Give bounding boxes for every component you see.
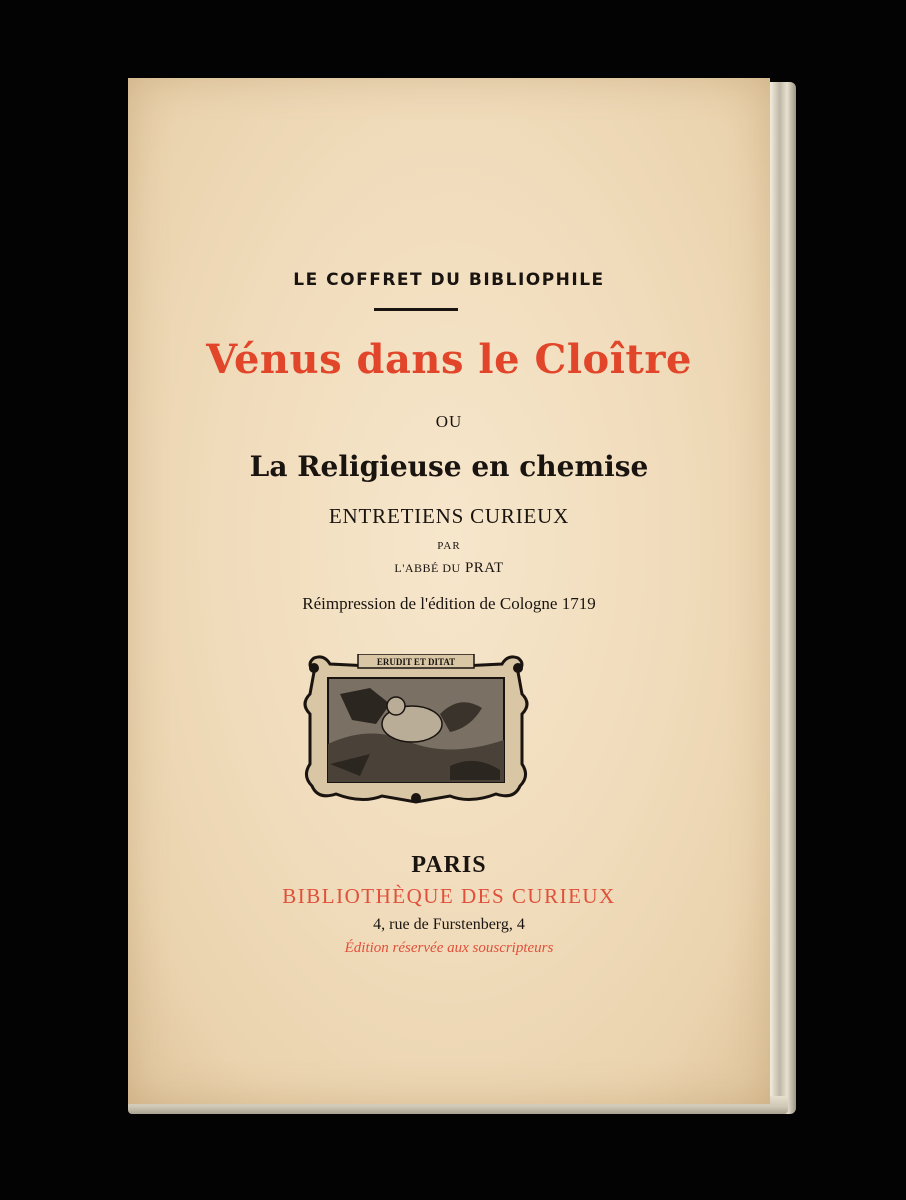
series-title: LE COFFRET DU BIBLIOPHILE (293, 270, 605, 290)
engraved-vignette (300, 654, 532, 806)
edition-note: Édition réservée aux souscripteurs (344, 940, 554, 956)
title-conjunction: OU (435, 412, 463, 431)
book-subtitle: La Religieuse en chemise (249, 450, 649, 483)
publication-city: PARIS (411, 852, 487, 878)
vignette-motto: ERUDIT ET DITAT (376, 657, 456, 667)
publisher-address: 4, rue de Furstenberg, 4 (373, 916, 525, 933)
author-prefix: L'ABBÉ DU (394, 561, 461, 575)
by-label: PAR (437, 540, 461, 552)
publisher-name: BIBLIOTHÈQUE DES CURIEUX (282, 884, 616, 908)
book-description: ENTRETIENS CURIEUX (328, 504, 570, 528)
book-title: Vénus dans le Cloître (206, 336, 692, 383)
author-name: PRAT (464, 560, 504, 576)
divider-rule (374, 308, 458, 311)
reprint-note: Réimpression de l'édition de Cologne 1719 (302, 594, 596, 613)
author-line (128, 560, 770, 577)
book-cover (128, 78, 770, 1104)
